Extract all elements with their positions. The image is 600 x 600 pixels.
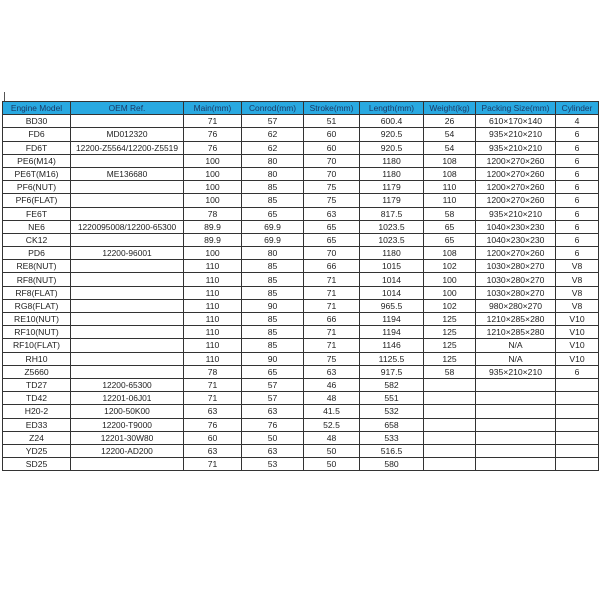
- cell-conrod: 57: [242, 115, 304, 128]
- table-row: [3, 458, 599, 471]
- cell-engine-model: YD25: [3, 444, 71, 457]
- cell-oem-ref: ME136680: [71, 167, 184, 180]
- cell-stroke: 48: [304, 392, 360, 405]
- cell-main: 100: [184, 154, 242, 167]
- cell-engine-model: PF6(NUT): [3, 181, 71, 194]
- cell-conrod: 80: [242, 247, 304, 260]
- cell-weight: [424, 444, 476, 457]
- cell-cylinder: V10: [556, 313, 599, 326]
- cell-packing-size: [476, 458, 556, 471]
- cell-weight: [424, 458, 476, 471]
- cell-packing-size: 1200×270×260: [476, 167, 556, 180]
- cell-packing-size: N/A: [476, 339, 556, 352]
- cell-main: 63: [184, 444, 242, 457]
- cell-weight: 108: [424, 154, 476, 167]
- cell-oem-ref: 12200-AD200: [71, 444, 184, 457]
- table-row: [3, 207, 599, 220]
- table-row: [3, 326, 599, 339]
- cell-stroke: 71: [304, 286, 360, 299]
- cell-packing-size: 1200×270×260: [476, 154, 556, 167]
- cell-stroke: 71: [304, 299, 360, 312]
- cell-cylinder: V8: [556, 273, 599, 286]
- cell-oem-ref: MD012320: [71, 128, 184, 141]
- cell-cylinder: 6: [556, 207, 599, 220]
- header-oem-ref: OEM Ref.: [71, 102, 184, 115]
- cell-length: 1180: [360, 154, 424, 167]
- cell-cylinder: 6: [556, 365, 599, 378]
- table-row: [3, 233, 599, 246]
- cell-stroke: 51: [304, 115, 360, 128]
- cell-main: 76: [184, 418, 242, 431]
- cell-conrod: 85: [242, 273, 304, 286]
- cell-weight: 100: [424, 273, 476, 286]
- table-row: [3, 299, 599, 312]
- cell-main: 100: [184, 181, 242, 194]
- cell-oem-ref: [71, 273, 184, 286]
- cell-oem-ref: [71, 207, 184, 220]
- cell-oem-ref: 12200-65300: [71, 378, 184, 391]
- cell-length: 1194: [360, 313, 424, 326]
- cell-weight: 108: [424, 247, 476, 260]
- cell-stroke: 75: [304, 194, 360, 207]
- cell-length: 1179: [360, 194, 424, 207]
- cell-stroke: 60: [304, 141, 360, 154]
- cell-conrod: 85: [242, 313, 304, 326]
- cell-stroke: 60: [304, 128, 360, 141]
- cell-packing-size: 935×210×210: [476, 141, 556, 154]
- header-row: [3, 102, 599, 115]
- cell-engine-model: PE6T(M16): [3, 167, 71, 180]
- cell-conrod: 85: [242, 194, 304, 207]
- table-row: [3, 352, 599, 365]
- header-conrod: Conrod(mm): [242, 102, 304, 115]
- cell-cylinder: V10: [556, 352, 599, 365]
- cell-weight: 108: [424, 167, 476, 180]
- cell-cylinder: 6: [556, 233, 599, 246]
- cell-engine-model: ED33: [3, 418, 71, 431]
- cell-packing-size: 1200×270×260: [476, 247, 556, 260]
- cell-cylinder: 4: [556, 115, 599, 128]
- cell-weight: 100: [424, 286, 476, 299]
- cell-weight: [424, 392, 476, 405]
- cell-packing-size: 1210×285×280: [476, 326, 556, 339]
- cell-engine-model: FD6: [3, 128, 71, 141]
- cell-packing-size: 610×170×140: [476, 115, 556, 128]
- cell-length: 533: [360, 431, 424, 444]
- cell-length: 551: [360, 392, 424, 405]
- cell-cylinder: 6: [556, 247, 599, 260]
- cell-engine-model: FD6T: [3, 141, 71, 154]
- cell-length: 580: [360, 458, 424, 471]
- cell-weight: 110: [424, 181, 476, 194]
- cell-length: 817.5: [360, 207, 424, 220]
- cell-weight: 65: [424, 220, 476, 233]
- cell-conrod: 85: [242, 339, 304, 352]
- header-stroke: Stroke(mm): [304, 102, 360, 115]
- cell-cylinder: 6: [556, 167, 599, 180]
- cell-main: 110: [184, 313, 242, 326]
- cell-length: 965.5: [360, 299, 424, 312]
- cell-conrod: 62: [242, 141, 304, 154]
- cell-weight: 125: [424, 339, 476, 352]
- cell-length: 1015: [360, 260, 424, 273]
- table-row: [3, 194, 599, 207]
- cell-weight: 125: [424, 352, 476, 365]
- cell-weight: 26: [424, 115, 476, 128]
- cell-conrod: 63: [242, 444, 304, 457]
- cell-length: 1125.5: [360, 352, 424, 365]
- cell-cylinder: [556, 458, 599, 471]
- table-row: [3, 418, 599, 431]
- cell-stroke: 71: [304, 273, 360, 286]
- table-row: [3, 392, 599, 405]
- cell-engine-model: Z24: [3, 431, 71, 444]
- cell-length: 1023.5: [360, 233, 424, 246]
- cell-oem-ref: 12201-30W80: [71, 431, 184, 444]
- cell-oem-ref: 1200-50K00: [71, 405, 184, 418]
- cell-engine-model: Z5660: [3, 365, 71, 378]
- table-row: [3, 181, 599, 194]
- cell-cylinder: 6: [556, 154, 599, 167]
- header-length: Length(mm): [360, 102, 424, 115]
- table-row: [3, 115, 599, 128]
- cell-main: 71: [184, 378, 242, 391]
- cell-packing-size: [476, 418, 556, 431]
- cell-main: 110: [184, 326, 242, 339]
- table-row: [3, 405, 599, 418]
- cell-length: 516.5: [360, 444, 424, 457]
- cell-cylinder: 6: [556, 128, 599, 141]
- cell-conrod: 90: [242, 299, 304, 312]
- cell-main: 78: [184, 365, 242, 378]
- cell-cylinder: [556, 418, 599, 431]
- cell-packing-size: 980×280×270: [476, 299, 556, 312]
- cell-engine-model: SD25: [3, 458, 71, 471]
- cell-main: 71: [184, 115, 242, 128]
- header-main: Main(mm): [184, 102, 242, 115]
- cell-length: 600.4: [360, 115, 424, 128]
- cell-packing-size: 1030×280×270: [476, 286, 556, 299]
- cell-length: 1194: [360, 326, 424, 339]
- cell-weight: 110: [424, 194, 476, 207]
- cell-conrod: 50: [242, 431, 304, 444]
- cell-stroke: 70: [304, 154, 360, 167]
- cell-conrod: 53: [242, 458, 304, 471]
- cell-oem-ref: [71, 299, 184, 312]
- table-row: [3, 273, 599, 286]
- cell-engine-model: RG8(FLAT): [3, 299, 71, 312]
- cell-oem-ref: [71, 352, 184, 365]
- cell-engine-model: RH10: [3, 352, 71, 365]
- cell-weight: 58: [424, 365, 476, 378]
- cell-main: 89.9: [184, 233, 242, 246]
- cell-stroke: 66: [304, 313, 360, 326]
- cell-main: 110: [184, 339, 242, 352]
- cell-cylinder: V10: [556, 339, 599, 352]
- cell-engine-model: RF8(NUT): [3, 273, 71, 286]
- cell-cylinder: 6: [556, 181, 599, 194]
- cell-main: 110: [184, 286, 242, 299]
- cell-engine-model: CK12: [3, 233, 71, 246]
- table-row: [3, 154, 599, 167]
- cell-weight: [424, 418, 476, 431]
- cell-weight: 125: [424, 326, 476, 339]
- cell-weight: [424, 378, 476, 391]
- header-engine-model: Engine Model: [3, 102, 71, 115]
- table-row: [3, 247, 599, 260]
- cell-packing-size: 1040×230×230: [476, 233, 556, 246]
- cell-conrod: 69.9: [242, 233, 304, 246]
- cell-conrod: 69.9: [242, 220, 304, 233]
- cell-length: 917.5: [360, 365, 424, 378]
- cell-length: 1180: [360, 167, 424, 180]
- cell-packing-size: [476, 444, 556, 457]
- cell-cylinder: V8: [556, 260, 599, 273]
- cell-main: 100: [184, 247, 242, 260]
- cell-engine-model: FE6T: [3, 207, 71, 220]
- cell-packing-size: 1040×230×230: [476, 220, 556, 233]
- cell-main: 89.9: [184, 220, 242, 233]
- cell-main: 110: [184, 352, 242, 365]
- cell-conrod: 65: [242, 207, 304, 220]
- cell-weight: 54: [424, 128, 476, 141]
- cell-oem-ref: [71, 365, 184, 378]
- cell-stroke: 52.5: [304, 418, 360, 431]
- cell-oem-ref: [71, 260, 184, 273]
- table-row: [3, 286, 599, 299]
- cell-cylinder: [556, 378, 599, 391]
- cell-main: 76: [184, 141, 242, 154]
- cell-conrod: 85: [242, 260, 304, 273]
- cell-engine-model: NE6: [3, 220, 71, 233]
- cell-packing-size: [476, 405, 556, 418]
- cell-main: 110: [184, 273, 242, 286]
- cell-main: 71: [184, 458, 242, 471]
- table-body: [3, 115, 599, 471]
- cell-weight: 102: [424, 260, 476, 273]
- cell-main: 60: [184, 431, 242, 444]
- cell-oem-ref: 12201-06J01: [71, 392, 184, 405]
- cell-length: 1014: [360, 273, 424, 286]
- header-weight: Weight(kg): [424, 102, 476, 115]
- cell-conrod: 63: [242, 405, 304, 418]
- cell-stroke: 41.5: [304, 405, 360, 418]
- cell-engine-model: PE6(M14): [3, 154, 71, 167]
- cell-cylinder: [556, 392, 599, 405]
- cell-length: 1023.5: [360, 220, 424, 233]
- table-row: [3, 339, 599, 352]
- cell-packing-size: 1200×270×260: [476, 194, 556, 207]
- cell-length: 1014: [360, 286, 424, 299]
- cell-conrod: 85: [242, 181, 304, 194]
- cell-main: 78: [184, 207, 242, 220]
- cell-oem-ref: [71, 181, 184, 194]
- cell-cylinder: [556, 444, 599, 457]
- cell-main: 110: [184, 299, 242, 312]
- header-cylinder: Cylinder: [556, 102, 599, 115]
- table-row: [3, 260, 599, 273]
- cell-oem-ref: 12200-96001: [71, 247, 184, 260]
- cell-length: 1179: [360, 181, 424, 194]
- cell-packing-size: 935×210×210: [476, 207, 556, 220]
- cell-main: 100: [184, 194, 242, 207]
- cell-conrod: 65: [242, 365, 304, 378]
- cell-length: 920.5: [360, 128, 424, 141]
- cell-engine-model: RF8(FLAT): [3, 286, 71, 299]
- cell-cylinder: [556, 431, 599, 444]
- cell-oem-ref: 12200-T9000: [71, 418, 184, 431]
- cell-engine-model: PD6: [3, 247, 71, 260]
- cell-length: 1180: [360, 247, 424, 260]
- cell-stroke: 75: [304, 352, 360, 365]
- cell-oem-ref: 1220095008/12200-65300: [71, 220, 184, 233]
- cell-stroke: 46: [304, 378, 360, 391]
- cell-engine-model: H20-2: [3, 405, 71, 418]
- cell-weight: 65: [424, 233, 476, 246]
- cell-length: 658: [360, 418, 424, 431]
- table-row: [3, 431, 599, 444]
- cell-cylinder: V8: [556, 286, 599, 299]
- cell-conrod: 57: [242, 392, 304, 405]
- cell-weight: [424, 431, 476, 444]
- cell-oem-ref: [71, 313, 184, 326]
- cell-conrod: 57: [242, 378, 304, 391]
- cell-oem-ref: [71, 154, 184, 167]
- cell-oem-ref: [71, 233, 184, 246]
- cell-cylinder: 6: [556, 141, 599, 154]
- cell-oem-ref: 12200-Z5564/12200-Z5519: [71, 141, 184, 154]
- cell-stroke: 63: [304, 365, 360, 378]
- cell-packing-size: N/A: [476, 352, 556, 365]
- cell-engine-model: PF6(FLAT): [3, 194, 71, 207]
- cell-conrod: 76: [242, 418, 304, 431]
- cell-stroke: 63: [304, 207, 360, 220]
- cell-packing-size: 1200×270×260: [476, 181, 556, 194]
- cell-packing-size: 1210×285×280: [476, 313, 556, 326]
- cell-oem-ref: [71, 194, 184, 207]
- cell-length: 1146: [360, 339, 424, 352]
- cell-oem-ref: [71, 458, 184, 471]
- cell-stroke: 70: [304, 167, 360, 180]
- cell-weight: 54: [424, 141, 476, 154]
- cell-stroke: 71: [304, 339, 360, 352]
- cell-cylinder: V10: [556, 326, 599, 339]
- cell-cylinder: [556, 405, 599, 418]
- cell-engine-model: RE8(NUT): [3, 260, 71, 273]
- cell-weight: 125: [424, 313, 476, 326]
- cell-packing-size: 1030×280×270: [476, 273, 556, 286]
- table-row: [3, 167, 599, 180]
- cell-main: 63: [184, 405, 242, 418]
- cell-cylinder: V8: [556, 299, 599, 312]
- table-row: [3, 141, 599, 154]
- cell-cylinder: 6: [556, 194, 599, 207]
- cell-stroke: 71: [304, 326, 360, 339]
- cell-weight: 102: [424, 299, 476, 312]
- table-row: [3, 444, 599, 457]
- table-row: [3, 220, 599, 233]
- cell-stroke: 50: [304, 458, 360, 471]
- cell-oem-ref: [71, 339, 184, 352]
- cell-engine-model: RF10(FLAT): [3, 339, 71, 352]
- cell-conrod: 85: [242, 286, 304, 299]
- cell-stroke: 65: [304, 233, 360, 246]
- cell-engine-model: TD27: [3, 378, 71, 391]
- cell-packing-size: [476, 431, 556, 444]
- cell-engine-model: TD42: [3, 392, 71, 405]
- cell-stroke: 48: [304, 431, 360, 444]
- cell-oem-ref: [71, 326, 184, 339]
- cell-weight: [424, 405, 476, 418]
- cell-length: 920.5: [360, 141, 424, 154]
- cell-conrod: 90: [242, 352, 304, 365]
- cell-main: 71: [184, 392, 242, 405]
- cell-engine-model: BD30: [3, 115, 71, 128]
- cell-conrod: 85: [242, 326, 304, 339]
- cell-stroke: 66: [304, 260, 360, 273]
- table-row: [3, 378, 599, 391]
- cell-stroke: 50: [304, 444, 360, 457]
- cell-packing-size: [476, 378, 556, 391]
- cell-length: 582: [360, 378, 424, 391]
- cell-oem-ref: [71, 115, 184, 128]
- cell-oem-ref: [71, 286, 184, 299]
- cell-main: 110: [184, 260, 242, 273]
- cell-packing-size: 935×210×210: [476, 128, 556, 141]
- cell-weight: 58: [424, 207, 476, 220]
- cell-packing-size: 935×210×210: [476, 365, 556, 378]
- cell-packing-size: 1030×280×270: [476, 260, 556, 273]
- table-row: [3, 313, 599, 326]
- cell-length: 532: [360, 405, 424, 418]
- cell-conrod: 80: [242, 154, 304, 167]
- table-row: [3, 365, 599, 378]
- cell-engine-model: RE10(NUT): [3, 313, 71, 326]
- cell-packing-size: [476, 392, 556, 405]
- cell-cylinder: 6: [556, 220, 599, 233]
- cell-stroke: 75: [304, 181, 360, 194]
- engine-spec-table: [2, 101, 599, 471]
- cell-engine-model: RF10(NUT): [3, 326, 71, 339]
- cell-conrod: 62: [242, 128, 304, 141]
- cell-stroke: 70: [304, 247, 360, 260]
- table-row: [3, 128, 599, 141]
- cell-main: 76: [184, 128, 242, 141]
- cell-stroke: 65: [304, 220, 360, 233]
- cell-conrod: 80: [242, 167, 304, 180]
- header-packing-size: Packing Size(mm): [476, 102, 556, 115]
- cell-main: 100: [184, 167, 242, 180]
